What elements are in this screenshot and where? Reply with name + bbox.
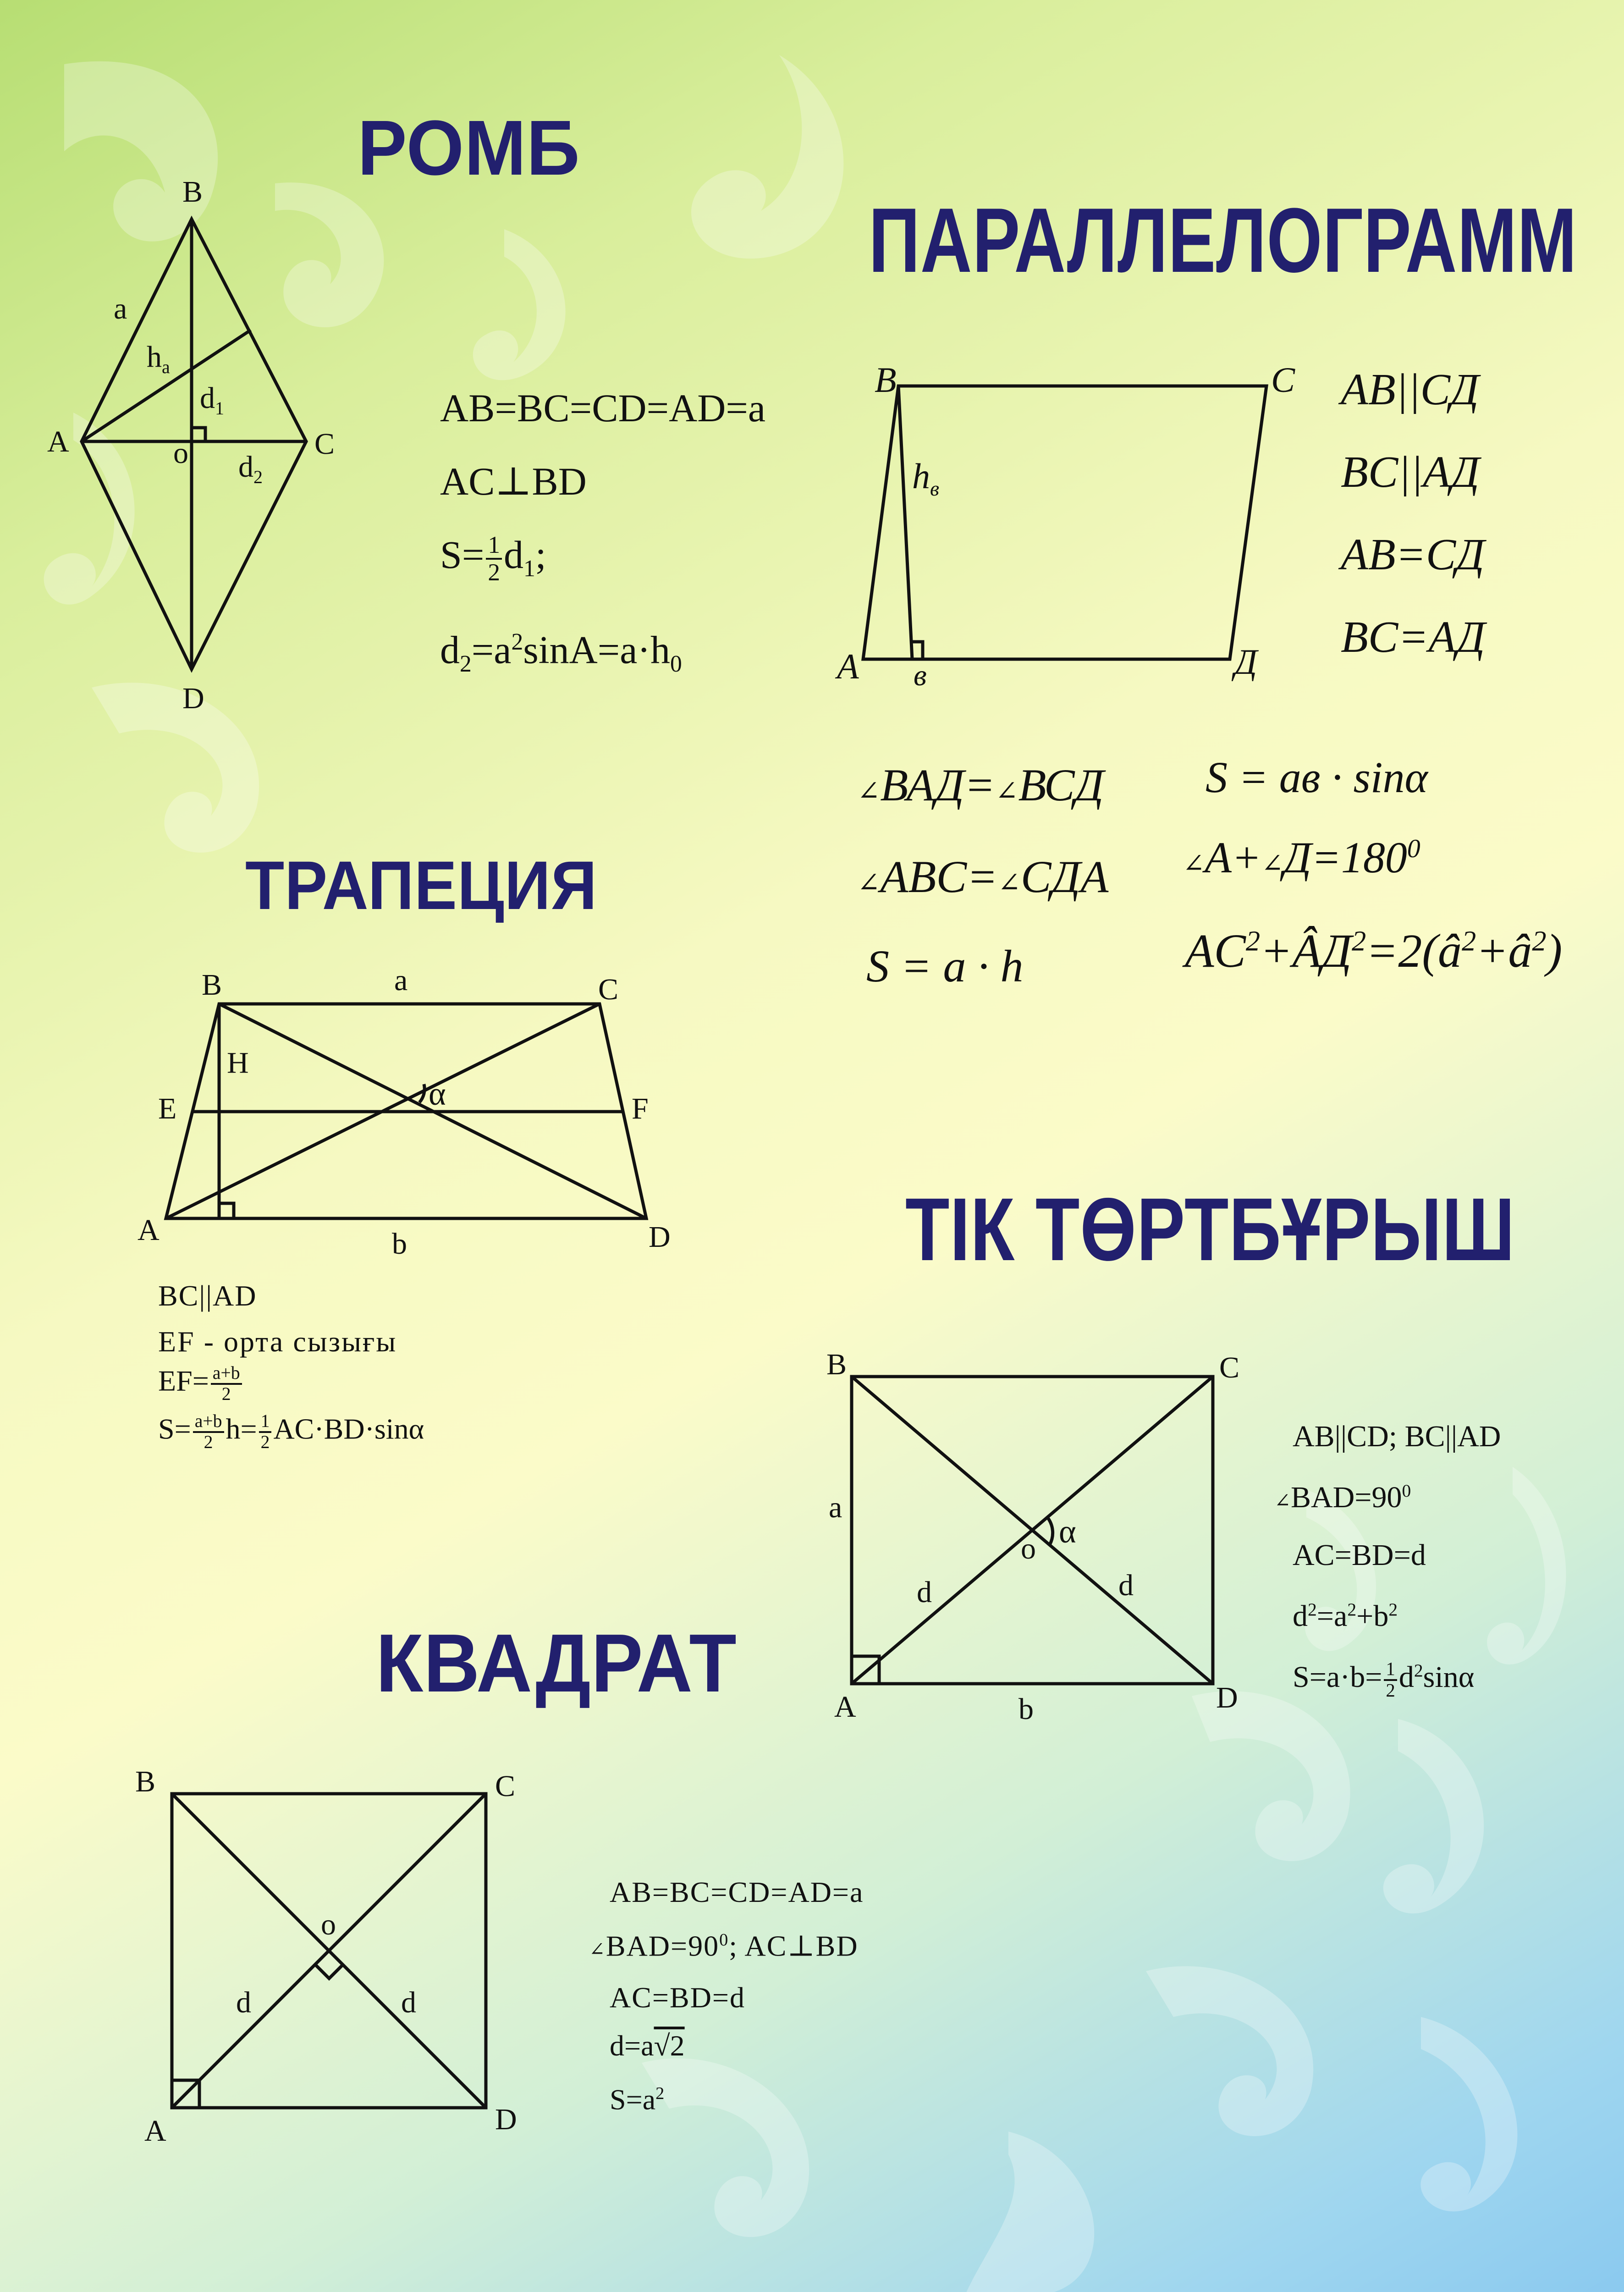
square-formula-area: $S=a^2$ <box>610 2083 665 2116</box>
parallelogram-point-a: A <box>837 646 859 686</box>
rectangle-formula-parallel: AB||CD; BC||AD <box>1293 1420 1501 1453</box>
trapezium-point-c: C <box>598 973 619 1006</box>
square-diagonal-right-label: d <box>401 1986 416 2019</box>
rectangle-diagonal-right-label: d <box>1118 1569 1134 1602</box>
trapezium-point-d: D <box>649 1220 671 1254</box>
rhombus-point-a: A <box>47 425 69 458</box>
trapezium-point-e: E <box>158 1092 177 1125</box>
heading-romb: РОМБ <box>358 105 580 192</box>
square-point-b: B <box>135 1765 156 1798</box>
rectangle-point-a: A <box>834 1690 856 1724</box>
rhombus-point-c: C <box>314 427 335 461</box>
parallelogram-point-b: B <box>875 360 897 400</box>
parallelogram-formula-area: S = a · h <box>866 941 1024 992</box>
rectangle-side-a-label: a <box>829 1491 842 1524</box>
rhombus-formulas <box>440 371 765 701</box>
rectangle-point-c: C <box>1219 1351 1240 1384</box>
parallelogram-formula-3: AB=СД <box>1341 530 1485 579</box>
square-formulas <box>589 1868 864 2124</box>
rectangle-angle-label: α <box>1059 1513 1076 1550</box>
parallelogram-formula-angle-2: ∠ABC=∠СДА <box>857 851 1109 902</box>
trapezium-point-a: A <box>138 1213 160 1247</box>
parallelogram-formula-angle-sum: $\angle A+\angle Д=180^0$ <box>1183 833 1420 882</box>
rectangle-angle-arc <box>1047 1517 1053 1545</box>
parallelogram-height-label: $h_в$ <box>912 456 939 500</box>
parallelogram-formula-angle-1: ∠ВАД=∠ВСД <box>857 760 1104 810</box>
trapezium-angle-label: α <box>429 1075 446 1112</box>
trapezium-height-label: H <box>227 1046 249 1080</box>
rhombus-d1-label: $d_1$ <box>200 381 224 419</box>
rhombus-outline <box>82 219 306 669</box>
trapezium-bottom-label: b <box>392 1227 407 1261</box>
parallelogram-figure <box>863 386 1266 659</box>
rectangle-formula-angle: $\angle BAD=90^0$ <box>1274 1481 1411 1514</box>
heading-rectangle: ТІК ТӨРТБҰРЫШ <box>905 1179 1515 1279</box>
square-formula-diagonals: AC=BD=d <box>610 1981 745 2014</box>
parallelogram-point-d: Д <box>1234 642 1257 682</box>
trapezium-right-angle <box>219 1203 234 1218</box>
heading-parallelogram: ПАРАЛЛЕЛОГРАММ <box>869 189 1577 292</box>
trapezium-formula-ef: EF= $\frac{a+b}{2}$ <box>158 1364 244 1404</box>
parallelogram-height <box>898 386 912 659</box>
rectangle-formula-area: S=a·b= $\frac{1}{2}$ $d^2\sin\alpha$ <box>1293 1658 1475 1701</box>
rhombus-figure <box>82 219 306 669</box>
rectangle-formula-pythagoras: $d^2=a^2+b^2$ <box>1293 1599 1398 1633</box>
trapezium-formula-parallel: BC||AD <box>158 1279 257 1312</box>
rectangle-figure <box>852 1377 1213 1684</box>
rhombus-point-d: D <box>182 682 204 715</box>
trapezium-formula-midline: EF - орта сызығы <box>158 1325 397 1358</box>
rectangle-point-d: D <box>1216 1681 1238 1714</box>
square-formula-diagonal-length: d=a√2 <box>610 2029 685 2062</box>
rectangle-formula-diagonals: AC=BD=d <box>1293 1538 1426 1572</box>
parallelogram-formula-diagonals: $AC^2+ÂД^2=2(â^2+â^2)$ <box>1185 925 1563 977</box>
parallelogram-formula-1: AB||СД <box>1341 365 1479 414</box>
square-formula-angle: $\angle BAD=90^0$; AC⊥BD <box>589 1929 859 1962</box>
rhombus-formula-diagonal: $d_2=a^2\sin A=a\cdot h_0$ <box>440 628 682 678</box>
parallelogram-foot-label: в <box>914 659 927 692</box>
heading-square: КВАДРАТ <box>376 1617 737 1709</box>
rhombus-formula-sides: AB=BC=CD=AD=a <box>440 386 766 430</box>
square-point-c: C <box>495 1769 516 1803</box>
square-figure <box>172 1794 486 2108</box>
parallelogram-outline <box>863 386 1266 659</box>
parallelogram-formulas-right <box>1341 348 1485 678</box>
rhombus-right-angle <box>192 428 205 441</box>
parallelogram-formula-4: BC=АД <box>1341 612 1485 662</box>
rectangle-formulas <box>1274 1410 1501 1704</box>
rhombus-point-o: o <box>173 436 188 470</box>
trapezium-point-f: F <box>632 1092 649 1125</box>
rhombus-side-label: a <box>114 292 127 325</box>
rhombus-height-label: $h_a$ <box>147 340 170 377</box>
square-point-o: o <box>321 1908 336 1941</box>
rectangle-point-o: o <box>1021 1532 1036 1565</box>
heading-trapezium: ТРАПЕЦИЯ <box>245 847 598 924</box>
square-formula-sides: AB=BC=CD=AD=a <box>610 1876 864 1908</box>
trapezium-formula-area: S= $\frac{a+b}{2}$ h= $\frac{1}{2}$ AC·BD·sinα <box>158 1411 424 1452</box>
trapezium-point-b: B <box>202 968 222 1002</box>
parallelogram-point-c: C <box>1271 360 1295 400</box>
rectangle-side-b-label: b <box>1018 1692 1034 1726</box>
rhombus-point-b: B <box>182 175 203 209</box>
rectangle-point-b: B <box>826 1348 847 1381</box>
square-diagonal-left-label: d <box>236 1986 251 2019</box>
rhombus-formula-area: S= $\frac{1}{2}$ $d_1$; <box>440 531 546 586</box>
parallelogram-formula-area-sin: S = ав · sinα <box>1206 753 1428 802</box>
rhombus-d2-label: $d_2$ <box>238 450 263 487</box>
rectangle-diagonal-left-label: d <box>917 1576 932 1609</box>
parallelogram-formula-2: BC||АД <box>1341 447 1480 497</box>
rhombus-height <box>82 330 251 441</box>
square-point-a: A <box>144 2114 166 2148</box>
trapezium-top-label: a <box>394 964 408 997</box>
rhombus-formula-perpendicular: AC⊥BD <box>440 459 587 503</box>
trapezium-figure <box>166 1004 646 1218</box>
square-center-right-angle <box>315 1965 343 1978</box>
square-point-d: D <box>495 2103 517 2136</box>
